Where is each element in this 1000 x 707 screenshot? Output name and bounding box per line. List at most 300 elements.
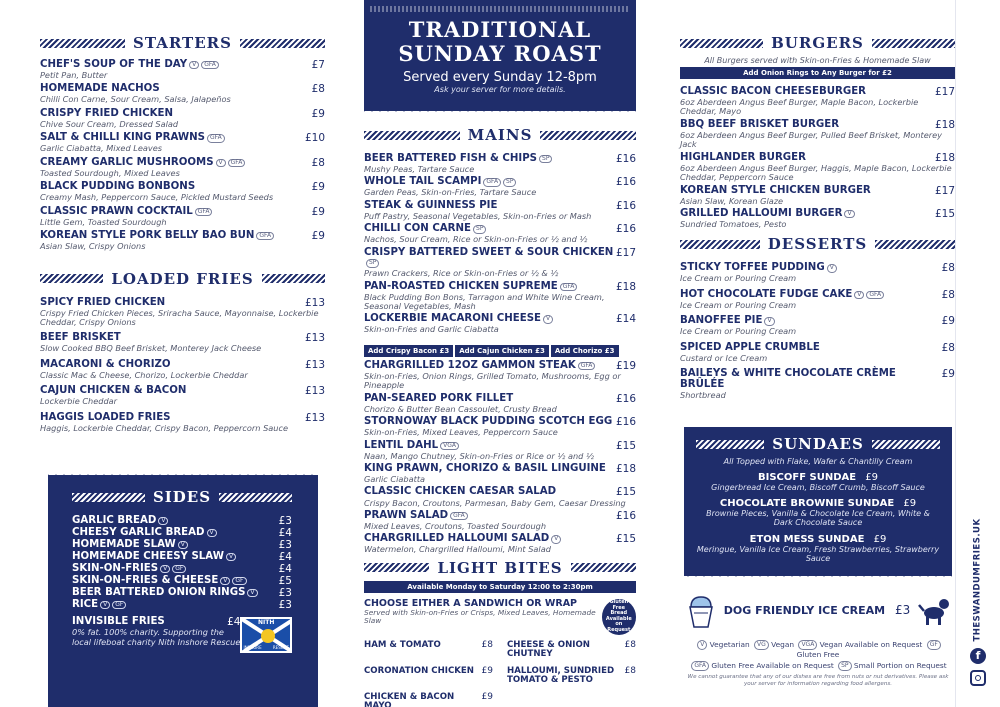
menu-item-name: CRISPY BATTERED SWEET & SOUR CHICKENSP [364,246,614,267]
menu-item-row [364,441,636,452]
menu-item-name: WHOLE TAIL SCAMPI GFA SP [364,177,516,188]
menu-item-desc: Watermelon, Chargrilled Halloumi, Mint Salad [364,544,551,555]
menu-item-desc: Creamy Mash, Peppercorn Sauce, Pickled Mustard Seeds [40,192,274,203]
menu-item-row [364,487,636,498]
loaded-fries-header [40,270,325,288]
menu-item-price: £10 [304,132,325,145]
dietary-badge: V [160,565,170,573]
dietary-badge: V [827,264,837,272]
menu-item-price: £8 [481,639,493,650]
menu-item-row [364,641,493,650]
menu-item-price: £9 [481,665,493,676]
sundae-desc: Meringue, Vanilla Ice Cream, Fresh Strawberries, Strawberry Sauce [696,544,940,563]
menu-item-name: SPICED APPLE CRUMBLE [680,341,820,353]
addon-chip: Add Crispy Bacon £3 [364,345,453,357]
menu-item-row [364,693,493,707]
menu-item-name: KOREAN STYLE PORK BELLY BAO BUN GFA [40,231,274,242]
menu-item-desc: Skin-on-Fries, Onion Rings, Grilled Tomato, Mushrooms, Egg or Pineapple [364,370,621,391]
menu-item-name: STICKY TOFFEE PUDDING V [680,263,837,274]
menu-item-name: MACARONI & CHORIZO [40,358,171,370]
dietary-badge: GF [232,577,246,585]
sundae-desc: Gingerbread Ice Cream, Biscoff Crumb, Biscoff Sauce [711,483,925,492]
roast-note: Ask your server for more details. [434,85,566,95]
main-item [364,487,636,507]
gluten-free-bread-badge: Gluten Free Bread Available on Request [602,599,636,635]
sundae-name: CHOCOLATE BROWNIE SUNDAE [719,498,895,510]
menu-item-name: HAGGIS LOADED FRIES [40,411,171,423]
sundae-price: £9 [870,533,887,545]
menu-item-row [72,540,292,551]
dietary-badge: SP [539,155,552,163]
sunday-roast-box [364,0,636,112]
dietary-badge: V [220,577,230,585]
starter-item [40,207,325,227]
menu-item-price: £3 [278,587,292,600]
middle-column [364,126,636,707]
nith-rescue-logo: NITH INSHORE RESCUE [240,617,292,653]
dog-ice-cream-price: £3 [894,603,911,617]
menu-item-name: BAILEYS & WHITE CHOCOLATE CRÈME BRÛLÉE [680,368,896,390]
menu-item-row [72,576,292,587]
menu-item-name: SALT & CHILLI KING PRAWNS GFA [40,133,225,144]
menu-item-row [72,600,292,611]
menu-item-name: BLACK PUDDING BONBONS [40,181,196,193]
left-column [40,0,325,439]
starter-item [40,60,325,80]
menu-item-desc: Slow Cooked BBQ Beef Brisket, Monterey Jack Cheese [40,343,262,354]
menu-item-row [507,667,636,685]
website-url[interactable]: THESWANDUMFRIES.UK [973,518,984,642]
menu-item-price: £18 [934,151,955,164]
sundae-name-row [696,534,940,545]
menu-item-desc: Little Gem, Toasted Sourdough [40,216,167,227]
legend-sp: Small Portion on Request [853,660,947,670]
menu-item-price: £9 [311,205,325,218]
sides-list [72,516,292,611]
sundae-item [696,498,940,527]
dietary-badge: V [207,529,217,537]
main-item [364,248,636,279]
menu-item-price: £3 [278,599,292,612]
dog-icon [918,593,952,627]
dietary-badge: V [543,315,553,323]
burger-item [680,186,955,206]
menu-item-desc: 6oz Aberdeen Angus Beef Burger, Maple Bacon, Lockerbie Cheddar, Mayo [680,97,919,117]
main-item [364,394,636,414]
dietary-badge: V [247,589,257,597]
sundaes-title: SUNDAES [772,435,864,453]
menu-item-name: HOMEMADE SLAW V [72,540,188,551]
light-bites-banner: Available Monday to Saturday 12:00 to 2:30pm [364,581,636,593]
menu-item-price: £18 [934,118,955,131]
side-item [72,528,292,539]
menu-item-desc: Lockerbie Cheddar [40,396,118,407]
choose-title: CHOOSE EITHER A SANDWICH OR WRAP [364,597,578,609]
legend-gf: Gluten Free [796,650,840,660]
menu-item-name: PAN-SEARED PORK FILLET [364,392,514,404]
menu-item-price: £15 [615,439,636,452]
light-bites-list [364,641,636,707]
dietary-badge: VGA [440,442,459,450]
dietary-legend: V Vegetarian VG Vegan VGA Vegan Available on Request GF Gluten Free GFA Gluten Free Available on Request SP Small Portion on Request We cannot guarantee that any of our dishes are free from nuts or nut derivatives. Please ask your server for information regarding food allergens. [684,640,952,689]
dessert-item [680,369,955,400]
burger-item [680,120,955,150]
burgers-title: BURGERS [771,34,864,52]
menu-item-desc: Haggis, Lockerbie Cheddar, Crispy Bacon, Peppercorn Sauce [40,422,289,433]
menu-item-name: CHARGRILLED HALLOUMI SALAD V [364,534,561,545]
light-bite-item [364,693,493,707]
menu-item-row [680,369,955,390]
menu-item-price: £18 [615,280,636,293]
legend-vga: Vegan Available on Request [819,640,923,649]
menu-item-price: £8 [941,341,955,354]
menu-item-name: RICE V GF [72,600,126,611]
roast-title-1: TRADITIONAL [408,17,592,42]
menu-item-price: £16 [615,392,636,405]
menu-item-desc: Nachos, Sour Cream, Rice or Skin-on-Fries or ½ and ½ [364,234,588,245]
menu-item-name: PRAWN SALAD GFA [364,511,468,522]
menu-item-row [72,516,292,527]
menu-item-desc: 6oz Aberdeen Angus Beef Burger, Haggis, Maple Bacon, Lockerbie Cheddar, Peppercorn Sauce [680,162,952,183]
menu-item-price: £19 [615,359,636,372]
menu-item-desc: Sundried Tomatoes, Pesto [680,219,787,230]
invisible-fries-name: INVISIBLE FRIES [72,616,165,628]
dietary-badge: GFA [228,159,246,167]
dietary-badge: SP [366,259,379,267]
menu-item-price: £3 [278,515,292,527]
legend-v: Vegetarian [709,640,750,649]
dessert-item [680,290,955,310]
menu-item-price: £7 [311,59,325,71]
dietary-badge: GFA [256,232,274,240]
dietary-badge: V [226,553,236,561]
mains-list-2 [364,361,636,555]
starter-item [40,84,325,104]
starters-header [40,34,325,52]
addon-chip: Add Cajun Chicken £3 [455,345,549,357]
menu-item-price: £13 [304,411,325,424]
menu-item-name: CHEESY GARLIC BREAD V [72,528,217,539]
roast-title-2: SUNDAY ROAST [398,41,602,67]
starter-item [40,109,325,129]
menu-item-name: HOMEMADE NACHOS [40,83,160,95]
main-item [364,224,636,244]
menu-item-price: £16 [615,223,636,236]
dietary-badge: GF [172,565,186,573]
invisible-fries-desc: 0% fat. 100% charity. Supporting the local lifeboat charity Nith Inshore Rescue [72,627,241,647]
menu-item-name: CREAMY GARLIC MUSHROOMS V GFA [40,158,245,169]
mains-header [364,126,636,144]
menu-item-price: £14 [615,313,636,326]
menu-item-name: HIGHLANDER BURGER [680,151,806,163]
menu-item-desc: Ice Cream or Pouring Cream [680,299,797,310]
sundae-name-row [696,472,940,483]
sundaes-box [684,427,952,577]
dietary-badge: GFA [866,291,884,299]
menu-item-name: CRISPY FRIED CHICKEN [40,107,174,119]
main-item [364,511,636,531]
menu-item-name: CHEESE & ONION CHUTNEY [507,639,590,659]
loaded-fries-list [40,298,325,434]
menu-item-name: CHEF'S SOUP OF THE DAY V GFA [40,60,219,71]
menu-item-price: £9 [941,368,955,381]
menu-item-desc: Asian Slaw, Crispy Onions [40,241,146,252]
menu-item-row [40,207,325,218]
menu-item-name: HOMEMADE CHEESY SLAW V [72,552,236,563]
dessert-item [680,263,955,283]
menu-item-desc: Toasted Sourdough, Mixed Leaves [40,167,180,178]
burgers-banner: Add Onion Rings to Any Burger for £2 [680,67,955,79]
main-item [364,282,636,312]
legend-vg: Vegan [771,640,795,649]
menu-item-price: £5 [278,575,292,588]
menu-item-price: £8 [311,156,325,169]
sundaes-note: All Topped with Flake, Wafer & Chantilly Cream [723,457,913,466]
menu-item-price: £17 [615,246,636,259]
dietary-badge: GFA [450,512,468,520]
menu-item-name: BBQ BEEF BRISKET BURGER [680,118,840,130]
side-item [72,600,292,611]
menu-item-desc: Custard or Ice Cream [680,352,768,363]
sundae-name: ETON MESS SUNDAE [749,533,865,545]
menu-item-row [507,641,636,659]
menu-item-row [72,552,292,563]
desserts-header [680,235,955,253]
menu-item-row [72,564,292,575]
menu-item-row [680,186,955,197]
starters-list [40,60,325,252]
menu-item-price: £4 [278,551,292,564]
menu-item-name: CLASSIC CHICKEN CAESAR SALAD [364,486,557,498]
side-item [72,564,292,575]
dietary-badge: V [158,517,168,525]
allergen-disclaimer: We cannot guarantee that any of our dishes are free from nuts or nut derivatives. Please ask your server for information regarding food allergens. [687,674,949,688]
menu-item-price: £9 [311,181,325,194]
menu-item-price: £8 [941,262,955,275]
main-item [364,417,636,437]
light-bite-item [364,667,493,685]
choose-sandwich [364,599,636,635]
menu-item-price: £8 [941,288,955,301]
invisible-fries [72,617,292,653]
dietary-badge: V [178,541,188,549]
mains-title: MAINS [467,126,533,144]
addon-chip: Add Chorizo £3 [551,345,619,357]
menu-item-name: HAM & TOMATO [364,639,441,650]
dog-friendly-row [686,590,952,630]
menu-item-price: £9 [941,315,955,328]
menu-item-desc: Garlic Ciabatta [364,474,426,485]
menu-item-desc: Black Pudding Bon Bons, Tarragon and White Wine Cream, Seasonal Vegetables, Mash [364,291,605,312]
side-item [72,576,292,587]
menu-item-desc: Naan, Mango Chutney, Skin-on-Fries or Rice or ½ and ½ [364,450,594,461]
sides-box [48,474,318,707]
roast-subtitle: Served every Sunday 12-8pm [403,70,597,86]
starter-item [40,231,325,251]
facebook-icon[interactable]: f [970,648,986,664]
burgers-header [680,34,955,52]
menu-item-name: CHARGRILLED 12OZ GAMMON STEAK GFA [364,361,595,372]
side-item [72,552,292,563]
menu-item-price: £9 [311,107,325,120]
starter-item [40,158,325,178]
dietary-badge: SP [503,178,516,186]
menu-item-desc: Puff Pastry, Seasonal Vegetables, Skin-on-Fries or Mash [364,210,592,221]
loaded-fries-item [40,360,325,380]
menu-item-desc: Shortbread [680,389,726,400]
menu-item-name: BEER BATTERED ONION RINGS V [72,588,258,599]
dietary-badge: SP [473,225,486,233]
menu-item-name: CLASSIC BACON CHEESEBURGER [680,86,867,97]
menu-item-desc: Garden Peas, Skin-on-Fries, Tartare Sauce [364,187,537,198]
light-bites-header [364,559,636,577]
loaded-fries-item [40,386,325,406]
menu-item-price: £16 [615,176,636,189]
loaded-fries-item [40,333,325,353]
menu-item-desc: Asian Slaw, Korean Glaze [680,195,784,206]
menu-item-row [364,667,493,676]
main-item [364,441,636,461]
menu-item-price: £3 [278,539,292,552]
sundae-price: £9 [900,498,917,510]
dietary-badge: GFA [560,283,578,291]
dietary-badge: V [844,210,854,218]
menu-item-price: £8 [624,665,636,676]
dietary-badge: V [854,291,864,299]
starter-item [40,182,325,202]
right-column [680,34,955,406]
menu-item-name: SKIN-ON-FRIES V GF [72,564,186,575]
menu-item-price: £9 [311,230,325,243]
mains-addons [364,338,636,357]
sundae-price: £9 [862,472,878,483]
menu-item-desc: Garlic Ciabatta, Mixed Leaves [40,143,163,154]
sundaes-list [696,472,940,563]
menu-item-name: CORONATION CHICKEN [364,665,474,676]
desserts-list [680,263,955,400]
menu-item-price: £8 [311,83,325,96]
sides-header [72,488,292,506]
burger-item [680,153,955,183]
dietary-badge: V [551,535,561,543]
mains-list [364,154,636,335]
menu-item-desc: Chive Sour Cream, Dressed Salad [40,118,179,129]
main-item [364,314,636,334]
sundae-item [696,472,940,492]
menu-item-name: HOT CHOCOLATE FUDGE CAKE V GFA [680,290,884,301]
menu-item-price: £13 [304,358,325,371]
menu-item-price: £15 [934,208,955,221]
sundaes-header [696,435,940,453]
menu-item-name: BEEF BRISKET [40,332,121,344]
light-bites-title: LIGHT BITES [437,558,563,577]
menu-item-price: £13 [304,296,325,309]
menu-item-desc: Ice Cream or Pouring Cream [680,326,797,337]
menu-item-name: CHICKEN & BACON MAYO [364,691,455,707]
side-item [72,540,292,551]
menu-item-price: £17 [934,86,955,98]
menu-item-name: KING PRAWN, CHORIZO & BASIL LINGUINE [364,463,606,475]
light-bite-item [507,667,636,685]
dog-ice-cream-name: DOG FRIENDLY ICE CREAM [723,604,886,617]
menu-item-desc: Chorizo & Butter Bean Cassoulet, Crusty Bread [364,403,557,414]
loaded-fries-item [40,413,325,433]
dietary-badge: GFA [207,134,225,142]
menu-item-desc: Mixed Leaves, Croutons, Toasted Sourdough [364,520,547,531]
starter-item [40,133,325,153]
menu-item-name: BANOFFEE PIE V [680,316,775,327]
burgers-note: All Burgers served with Skin-on-Fries & Homemade Slaw [704,56,931,65]
dietary-badge: V [764,317,774,325]
menu-item-name: LENTIL DAHL VGA [364,441,459,452]
sundae-name-row [696,498,940,509]
side-item [72,588,292,599]
dietary-badge: V [216,159,226,167]
menu-item-name: LOCKERBIE MACARONI CHEESE V [364,314,553,325]
menu-item-desc: Chilli Con Carne, Sour Cream, Salsa, Jalapeños [40,94,231,105]
dietary-badge: GFA [578,362,596,370]
dietary-badge: GFA [201,61,219,69]
menu-item-desc: Crispy Bacon, Croutons, Parmesan, Baby Gem, Caesar Dressing [364,497,626,508]
menu-item-price: £16 [615,199,636,212]
menu-item-name: GRILLED HALLOUMI BURGER V [680,209,855,220]
invisible-fries-price: £4 [227,616,241,629]
burger-item [680,87,955,117]
menu-item-desc: 6oz Aberdeen Angus Beef Burger, Pulled Beef Brisket, Monterey Jack [680,129,942,150]
menu-item-price: £13 [304,332,325,345]
menu-item-row [364,282,636,293]
menu-item-row [40,298,325,309]
menu-item-price: £15 [615,533,636,546]
menu-item-name: SKIN-ON-FRIES & CHEESE V GF [72,576,247,587]
menu-item-price: £13 [304,385,325,398]
menu-item-name: STEAK & GUINNESS PIE [364,199,498,211]
menu-item-price: £8 [624,639,636,650]
menu-item-desc: Mushy Peas, Tartare Sauce [364,164,475,175]
loaded-fries-item [40,298,325,328]
menu-item-name: KOREAN STYLE CHICKEN BURGER [680,184,871,196]
desserts-title: DESSERTS [767,235,868,254]
menu-item-desc: Crispy Fried Chicken Pieces, Sriracha Sauce, Mayonnaise, Lockerbie Cheddar, Crispy Onions [40,307,319,327]
menu-item-name: CHILLI CON CARNE SP [364,224,486,235]
menu-item-price: £16 [615,509,636,522]
menu-item-price: £9 [481,691,493,702]
instagram-icon[interactable] [970,670,986,686]
menu-item-name: GARLIC BREAD V [72,516,168,527]
main-item [364,464,636,484]
loaded-fries-title: LOADED FRIES [111,269,254,288]
menu-item-name: STORNOWAY BLACK PUDDING SCOTCH EGG [364,416,613,428]
choose-desc: Served with Skin-on-Fries or Crisps, Mixed Leaves, Homemade Slaw [364,607,596,626]
starters-title: STARTERS [133,34,232,52]
dessert-item [680,343,955,363]
menu-item-name: CAJUN CHICKEN & BACON [40,385,187,397]
menu-item-desc: Prawn Crackers, Rice or Skin-on-Fries or ½ & ½ [364,268,559,279]
menu-item-name: HALLOUMI, SUNDRIED TOMATO & PESTO [507,665,615,685]
sundae-item [696,534,940,563]
menu-item-desc: Petit Pan, Butter [40,70,108,81]
sides-title: SIDES [152,488,212,506]
menu-item-price: £15 [615,486,636,499]
dessert-item [680,316,955,336]
menu-item-desc: Skin-on-Fries, Mixed Leaves, Peppercorn Sauce [364,427,558,438]
burgers-list [680,87,955,229]
burger-item [680,209,955,229]
dietary-badge: V [189,61,199,69]
main-item [364,361,636,391]
menu-item-row [364,248,636,269]
side-item [72,516,292,527]
